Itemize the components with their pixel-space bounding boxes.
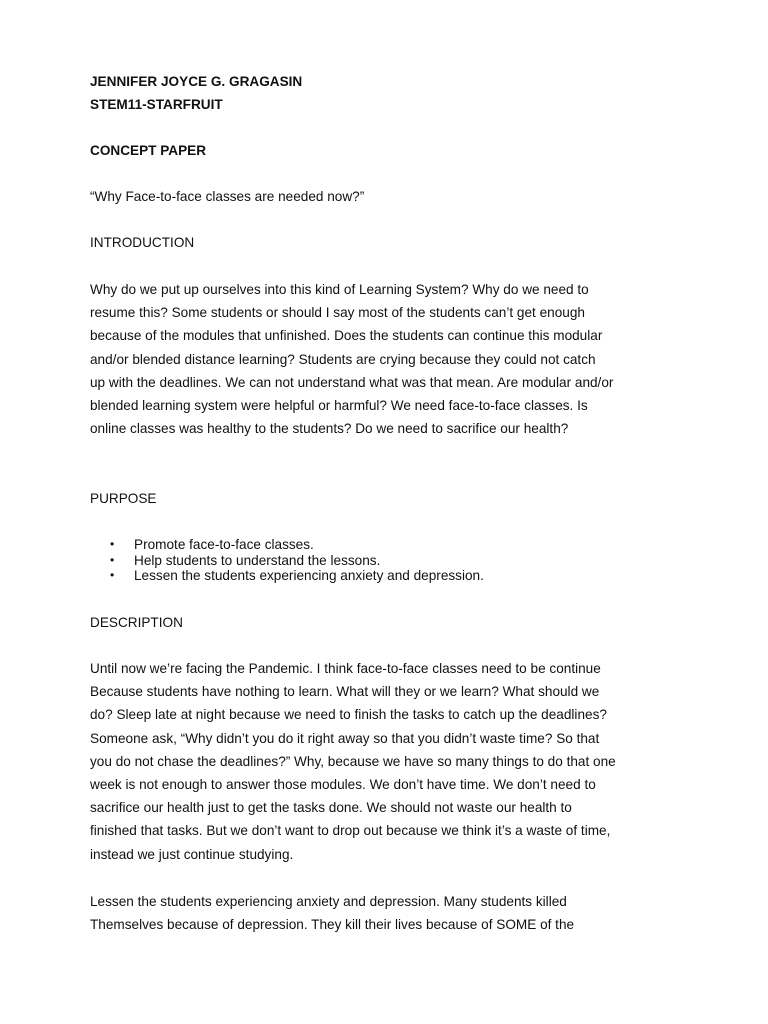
purpose-item-text: Help students to understand the lessons.: [134, 552, 381, 568]
introduction-line: Why do we put up ourselves into this kind of Learning System? Why do we need to: [90, 282, 589, 297]
list-item: [110, 537, 484, 553]
description-line: instead we just continue studying.: [90, 846, 294, 862]
description-heading: DESCRIPTION: [90, 615, 183, 630]
description-line: Because students have nothing to learn. What will they or we learn? What should we: [90, 684, 600, 700]
document-type: CONCEPT PAPER: [90, 143, 207, 158]
description-line: do? Sleep late at night because we need to finish the tasks to catch up the deadlines?: [90, 707, 607, 723]
introduction-line: and/or blended distance learning? Students are crying because they could not catch: [90, 351, 596, 367]
paper-title: “Why Face-to-face classes are needed now?”: [90, 189, 365, 204]
description-paragraph-2: [90, 890, 574, 936]
introduction-line: because of the modules that unfinished. Does the students can continue this modular: [90, 328, 603, 344]
description-line: you do not chase the deadlines?” Why, because we have so many things to do that one: [90, 753, 616, 769]
list-item: [110, 568, 484, 584]
purpose-item-text: Promote face-to-face classes.: [134, 537, 314, 552]
bullet-icon: •: [110, 568, 115, 582]
introduction-line: resume this? Some students or should I say most of the students can’t get enough: [90, 305, 585, 321]
list-item: [110, 553, 484, 569]
description-line: Until now we’re facing the Pandemic. I think face-to-face classes need to be continue: [90, 661, 601, 676]
description-line: Themselves because of depression. They kill their lives because of SOME of the: [90, 917, 575, 933]
purpose-heading: PURPOSE: [90, 491, 157, 506]
bullet-icon: •: [110, 537, 115, 551]
description-line: Lessen the students experiencing anxiety and depression. Many students killed: [90, 894, 567, 909]
purpose-list: [90, 537, 484, 584]
description-paragraph-1: [90, 657, 616, 866]
description-line: finished that tasks. But we don’t want to drop out because we think it’s a waste of time,: [90, 823, 611, 839]
author-name: JENNIFER JOYCE G. GRAGASIN: [90, 74, 303, 89]
introduction-paragraph: [90, 278, 613, 440]
introduction-line: up with the deadlines. We can not understand what was that mean. Are modular and/or: [90, 374, 614, 390]
introduction-line: online classes was healthy to the students? Do we need to sacrifice our health?: [90, 421, 569, 437]
purpose-item-text: Lessen the students experiencing anxiety and depression.: [134, 568, 484, 583]
class-section: STEM11-STARFRUIT: [90, 97, 223, 112]
introduction-line: blended learning system were helpful or harmful? We need face-to-face classes. Is: [90, 397, 588, 413]
description-line: week is not enough to answer those modules. We don’t have time. We don’t need to: [90, 776, 596, 792]
bullet-icon: •: [110, 552, 115, 567]
introduction-heading: INTRODUCTION: [90, 235, 195, 250]
description-line: sacrifice our health just to get the tasks done. We should not waste our health to: [90, 800, 572, 816]
description-line: Someone ask, “Why didn’t you do it right away so that you didn’t waste time? So that: [90, 730, 600, 746]
